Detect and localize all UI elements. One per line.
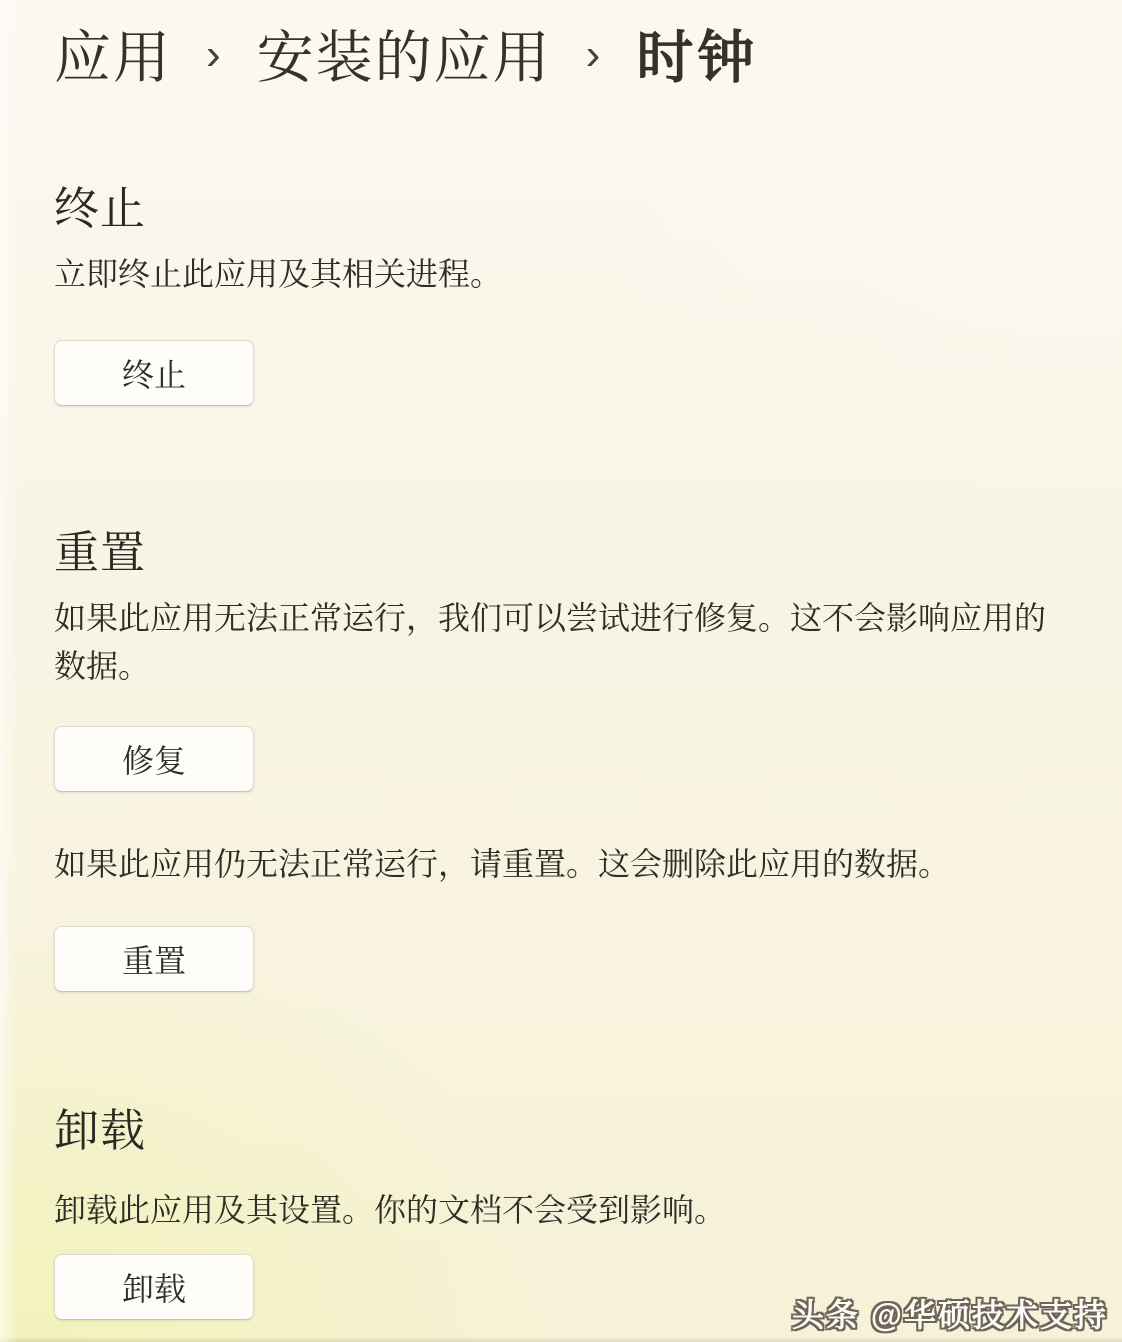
reset-heading: 重置 <box>54 527 147 578</box>
reset-description: 如果此应用仍无法正常运行，请重置。这会删除此应用的数据。 <box>54 846 951 882</box>
breadcrumb-item-apps[interactable]: 应用 <box>54 26 172 90</box>
repair-description: 如果此应用无法正常运行，我们可以尝试进行修复。这不会影响应用的数据。 <box>54 600 1047 684</box>
terminate-heading: 终止 <box>54 183 147 234</box>
page-title: 时钟 <box>636 26 759 90</box>
section-reset <box>54 526 1076 992</box>
terminate-description: 立即终止此应用及其相关进程。 <box>54 256 503 292</box>
reset-button[interactable]: 重置 <box>54 926 254 992</box>
terminate-button[interactable]: 终止 <box>54 340 254 406</box>
uninstall-button[interactable]: 卸载 <box>54 1254 254 1320</box>
uninstall-description: 卸载此应用及其设置。你的文档不会受到影响。 <box>54 1192 727 1228</box>
section-uninstall <box>54 1104 1076 1320</box>
watermark: 头条 @华硕技术支持 <box>791 1297 1108 1333</box>
chevron-right-icon: › <box>206 30 223 79</box>
breadcrumb-item-installed-apps[interactable]: 安装的应用 <box>256 26 552 90</box>
section-terminate <box>54 182 1076 406</box>
chevron-right-icon: › <box>585 30 603 79</box>
uninstall-heading: 卸载 <box>54 1105 147 1156</box>
repair-button[interactable]: 修复 <box>54 726 254 792</box>
breadcrumb <box>54 22 1076 94</box>
